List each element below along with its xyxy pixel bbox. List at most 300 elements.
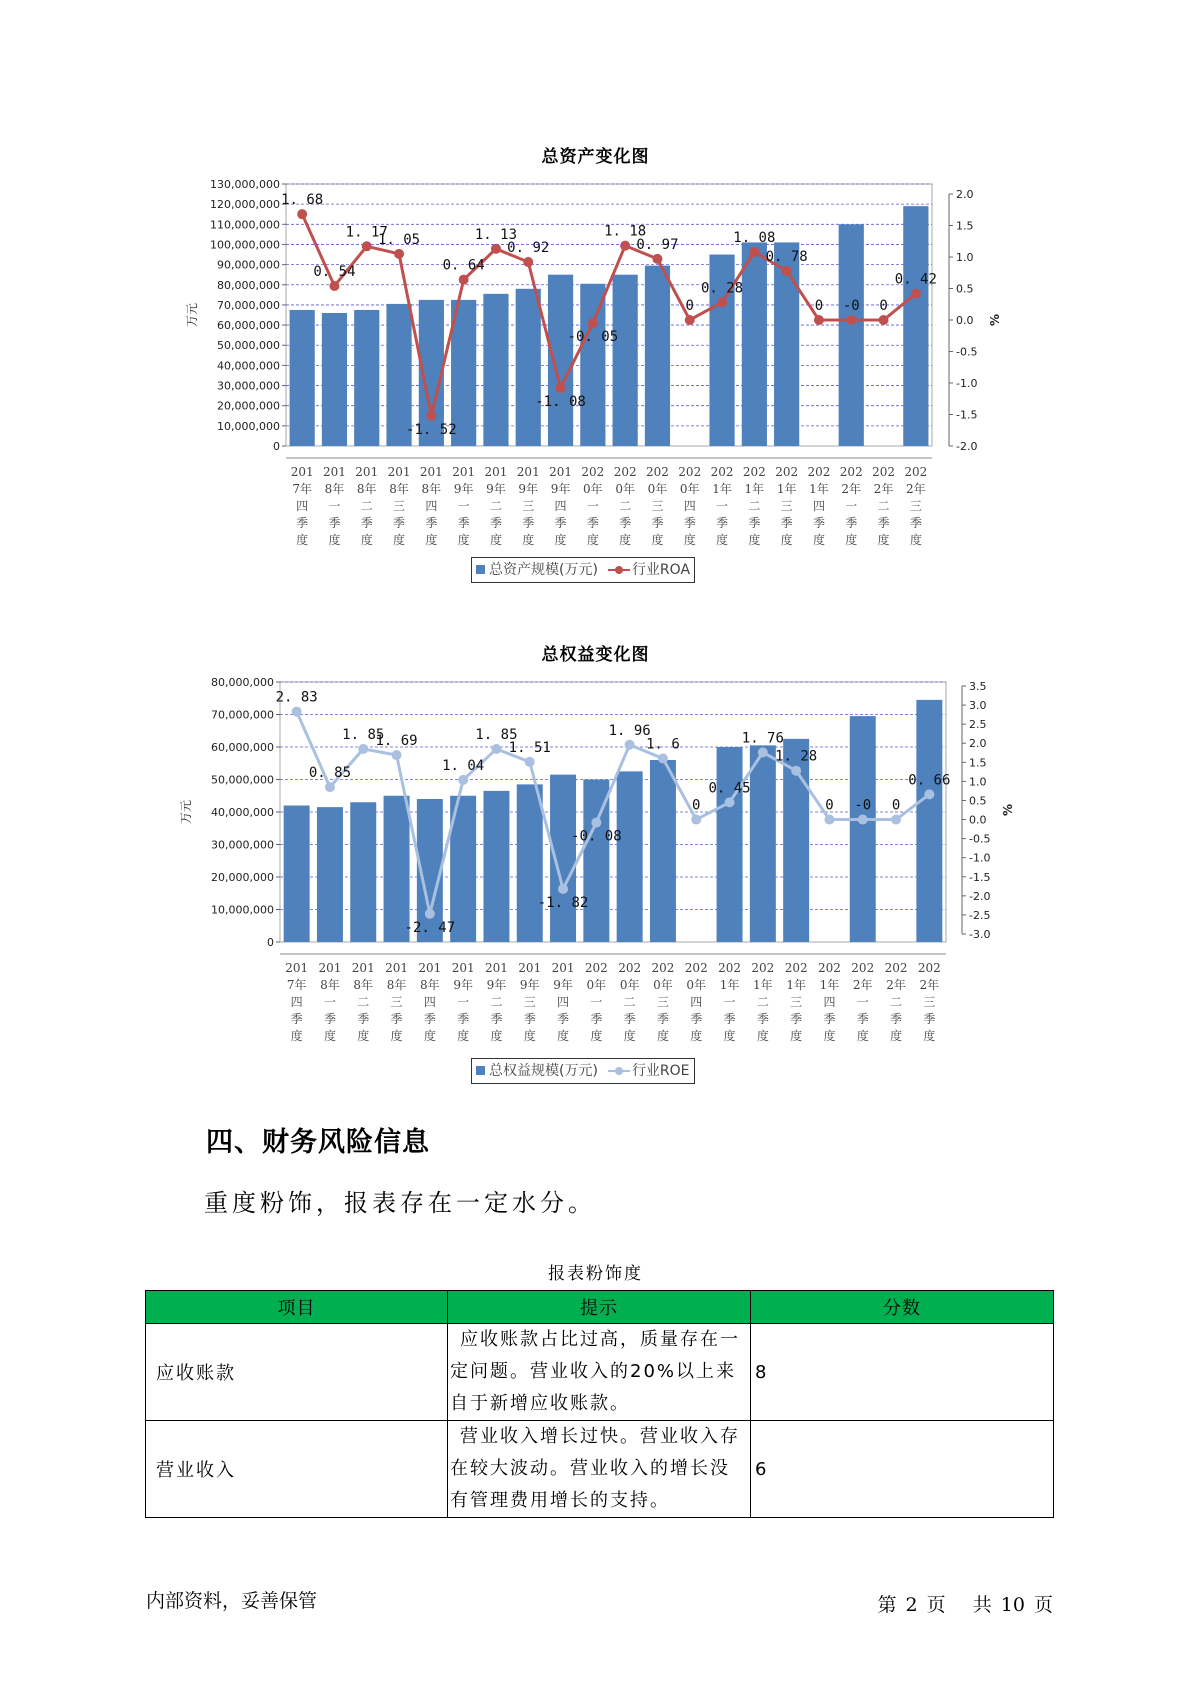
x-tick-label: 8年 — [353, 978, 374, 992]
x-tick-label: 1年 — [744, 482, 765, 496]
bar — [717, 747, 743, 942]
x-tick-label: 度 — [328, 533, 341, 547]
equity-legend-bar-label: 总权益规模(万元) — [489, 1063, 598, 1079]
x-tick-label: 季 — [909, 516, 922, 530]
line-data-label: 0 — [685, 298, 694, 314]
line-data-label: 1. 85 — [475, 726, 518, 743]
x-tick-label: 度 — [457, 1029, 470, 1043]
x-tick-label: 度 — [557, 1029, 570, 1043]
x-tick-label: 季 — [823, 1012, 836, 1026]
line-point — [749, 247, 759, 257]
y-tick-label: 20,000,000 — [211, 871, 274, 884]
x-tick-label: 201 — [549, 465, 573, 479]
x-tick-label: 度 — [296, 533, 309, 547]
line-point — [491, 744, 501, 754]
line-data-label: 0. 78 — [765, 248, 808, 265]
x-tick-label: 季 — [877, 516, 890, 530]
x-tick-label: 度 — [393, 533, 406, 547]
y2-tick-label: 2.0 — [956, 188, 974, 201]
x-tick-label: 一 — [457, 995, 470, 1009]
x-tick-label: 202 — [645, 465, 669, 479]
y-tick-label: 50,000,000 — [217, 339, 280, 353]
x-tick-label: 202 — [784, 961, 808, 975]
x-tick-label: 202 — [851, 961, 875, 975]
x-tick-label: 0年 — [653, 978, 673, 992]
line-point — [392, 750, 402, 760]
x-tick-label: 季 — [651, 516, 664, 530]
bar — [290, 310, 315, 446]
x-tick-label: 四 — [554, 499, 567, 513]
x-tick-label: 二 — [623, 995, 636, 1009]
y2-tick-label: -1.0 — [956, 377, 978, 390]
x-tick-label: 202 — [884, 961, 908, 975]
x-tick-label: 202 — [618, 961, 642, 975]
line-data-label: 1. 17 — [345, 224, 388, 241]
x-tick-label: 201 — [419, 465, 443, 479]
x-tick-label: 9年 — [486, 482, 506, 496]
line-data-label: 1. 69 — [375, 733, 418, 750]
line-point — [523, 257, 533, 267]
x-tick-label: 二 — [890, 995, 903, 1009]
x-tick-label: 度 — [656, 1029, 669, 1043]
x-tick-label: 四 — [290, 995, 303, 1009]
x-tick-label: 季 — [586, 516, 599, 530]
row-hint: 应收账款占比过高，质量存在一定问题。营业收入的20%以上来自于新增应收账款。 — [448, 1324, 751, 1421]
y-tick-label: 50,000,000 — [211, 773, 274, 787]
x-tick-label: 度 — [457, 533, 470, 547]
row-item: 营业收入 — [146, 1421, 448, 1518]
x-tick-label: 季 — [756, 1012, 769, 1026]
x-tick-label: 201 — [451, 961, 475, 975]
x-tick-label: 0年 — [679, 482, 700, 496]
x-tick-label: 三 — [656, 995, 669, 1009]
x-tick-label: 一 — [323, 995, 336, 1009]
x-tick-label: 1年 — [719, 978, 740, 992]
line-point — [362, 241, 372, 251]
x-tick-label: 四 — [425, 499, 438, 513]
x-tick-label: 季 — [690, 1012, 703, 1026]
line-data-label: 0 — [879, 298, 888, 314]
y-tick-label: 60,000,000 — [211, 741, 274, 754]
x-tick-label: 三 — [393, 499, 406, 513]
x-tick-label: 8年 — [386, 978, 407, 992]
x-tick-label: 度 — [554, 533, 567, 547]
bar-legend-swatch — [476, 1066, 485, 1075]
x-tick-label: 一 — [716, 499, 729, 513]
x-tick-label: 8年 — [356, 482, 377, 496]
x-tick-label: 202 — [751, 961, 775, 975]
x-tick-label: 度 — [877, 533, 890, 547]
x-tick-label: 0年 — [615, 482, 635, 496]
x-tick-label: 2年 — [919, 978, 940, 992]
x-tick-label: 202 — [917, 961, 941, 975]
line-data-label: -1. 52 — [406, 421, 457, 438]
x-tick-label: 一 — [586, 499, 599, 513]
x-tick-label: 9年 — [553, 978, 573, 992]
line-point — [782, 266, 792, 276]
x-tick-label: 201 — [518, 961, 542, 975]
x-tick-label: 度 — [651, 533, 664, 547]
x-tick-label: 201 — [322, 465, 346, 479]
x-tick-label: 度 — [586, 533, 599, 547]
line-point — [426, 411, 436, 421]
line-data-label: 0. 42 — [894, 271, 937, 288]
x-tick-label: 1年 — [712, 482, 732, 496]
x-tick-label: 8年 — [421, 482, 442, 496]
x-tick-label: 季 — [323, 1012, 336, 1026]
x-tick-label: 三 — [790, 995, 803, 1009]
y2-axis-title: % — [1001, 803, 1015, 817]
x-tick-label: 202 — [584, 961, 608, 975]
x-tick-label: 7年 — [286, 978, 307, 992]
x-tick-label: 度 — [360, 533, 373, 547]
equity-chart — [0, 668, 1191, 1108]
x-tick-label: 8年 — [420, 978, 440, 992]
bar — [645, 266, 670, 446]
x-tick-label: 四 — [690, 995, 703, 1009]
x-tick-label: 季 — [489, 516, 502, 530]
x-tick-label: 202 — [718, 961, 742, 975]
line-data-label: -0. 05 — [567, 329, 619, 346]
table-row — [146, 1421, 1054, 1518]
table-caption: 报表粉饰度 — [548, 1264, 643, 1284]
y2-tick-label: -2.5 — [969, 908, 991, 922]
line-point — [558, 884, 568, 894]
line-data-label: 0 — [814, 298, 824, 314]
line-point — [758, 747, 768, 757]
x-tick-label: 度 — [923, 1029, 936, 1043]
line-point — [846, 315, 856, 325]
bar — [742, 242, 767, 446]
x-tick-label: 季 — [890, 1012, 903, 1026]
line-point — [491, 244, 501, 254]
x-tick-label: 度 — [522, 533, 535, 547]
x-tick-label: 度 — [290, 1029, 303, 1043]
line-data-label: 0. 92 — [507, 240, 550, 257]
line-data-label: 1. 51 — [508, 739, 551, 756]
bar — [322, 313, 347, 446]
bar — [916, 700, 942, 942]
line-data-label: 1. 05 — [377, 231, 421, 248]
line-point — [588, 318, 598, 328]
x-tick-label: 度 — [619, 533, 632, 547]
table-header-row — [146, 1291, 1054, 1324]
x-tick-label: 202 — [613, 465, 637, 479]
y-axis-title: 万元 — [185, 302, 199, 328]
x-tick-label: 9年 — [453, 482, 474, 496]
x-tick-label: 三 — [909, 499, 922, 513]
y-tick-label: 30,000,000 — [211, 838, 274, 852]
x-tick-label: 一 — [723, 995, 736, 1009]
line-data-label: 0. 45 — [708, 780, 751, 797]
x-tick-label: 二 — [619, 499, 632, 513]
x-tick-label: 季 — [590, 1012, 603, 1026]
y2-tick-label: -2.0 — [956, 440, 978, 453]
x-tick-label: 8年 — [324, 482, 345, 496]
x-tick-label: 季 — [856, 1012, 869, 1026]
y2-tick-label: -1.5 — [969, 870, 991, 884]
y-tick-label: 0 — [267, 936, 274, 949]
y2-tick-label: 1.5 — [956, 219, 974, 233]
y2-tick-label: 0.5 — [956, 282, 974, 296]
x-tick-label: 度 — [390, 1029, 403, 1043]
x-tick-label: 三 — [780, 499, 793, 513]
y-tick-label: 40,000,000 — [217, 359, 280, 373]
x-tick-label: 季 — [328, 516, 341, 530]
y2-tick-label: 3.0 — [969, 699, 987, 713]
line-data-label: -1. 82 — [537, 894, 589, 911]
line-point — [325, 782, 335, 792]
x-tick-label: 202 — [678, 465, 702, 479]
x-tick-label: 季 — [656, 1012, 669, 1026]
line-data-label: 1. 28 — [775, 748, 818, 765]
line-data-label: 1. 18 — [604, 223, 647, 240]
line-point — [458, 775, 468, 785]
x-tick-label: 201 — [387, 465, 411, 479]
x-tick-label: 三 — [523, 995, 536, 1009]
x-tick-label: 季 — [812, 516, 825, 530]
x-tick-label: 三 — [651, 499, 664, 513]
line-point — [685, 315, 695, 325]
y2-tick-label: -0.5 — [956, 345, 978, 359]
x-tick-label: 二 — [877, 499, 890, 513]
x-tick-label: 0年 — [583, 482, 603, 496]
bar — [650, 760, 676, 942]
bar — [850, 716, 876, 942]
x-tick-label: 201 — [318, 961, 342, 975]
line-point — [394, 249, 404, 259]
x-tick-label: 0年 — [686, 978, 707, 992]
x-tick-label: 7年 — [292, 482, 312, 496]
x-tick-label: 三 — [923, 995, 936, 1009]
bar — [617, 771, 643, 942]
line-data-label: 1. 13 — [474, 226, 518, 243]
bar — [350, 802, 376, 942]
y-tick-label: 80,000,000 — [217, 278, 280, 292]
y-tick-label: 110,000,000 — [210, 218, 280, 232]
line-point — [620, 241, 630, 251]
x-tick-label: 201 — [452, 465, 476, 479]
line-point — [691, 815, 701, 825]
y-tick-label: 30,000,000 — [217, 379, 280, 393]
x-tick-label: 202 — [872, 465, 896, 479]
y-tick-label: 20,000,000 — [217, 399, 280, 413]
x-tick-label: 201 — [351, 961, 375, 975]
y2-tick-label: -1.5 — [956, 408, 978, 422]
line-data-label: -2. 47 — [404, 919, 456, 936]
x-tick-label: 2年 — [873, 482, 894, 496]
x-tick-label: 201 — [516, 465, 540, 479]
x-tick-label: 二 — [490, 995, 503, 1009]
x-tick-label: 度 — [845, 533, 858, 547]
x-tick-label: 三 — [390, 995, 403, 1009]
x-tick-label: 0年 — [647, 482, 668, 496]
line-point — [725, 797, 735, 807]
equity-chart-legend — [471, 1058, 695, 1084]
x-tick-label: 四 — [423, 995, 436, 1009]
x-tick-label: 9年 — [453, 978, 473, 992]
x-tick-label: 1年 — [753, 978, 773, 992]
line-point — [556, 383, 566, 393]
x-tick-label: 四 — [296, 499, 309, 513]
line-point — [329, 281, 339, 291]
x-tick-label: 202 — [775, 465, 799, 479]
line-point — [358, 744, 368, 754]
x-tick-label: 度 — [823, 1029, 836, 1043]
line-data-label: 0. 64 — [442, 257, 485, 274]
line-data-label: 2. 83 — [275, 689, 318, 706]
line-data-label: 1. 08 — [733, 229, 776, 246]
y2-tick-label: 1.5 — [969, 756, 987, 770]
x-tick-label: 0年 — [586, 978, 607, 992]
y-tick-label: 100,000,000 — [210, 238, 280, 252]
x-tick-label: 202 — [817, 961, 841, 975]
x-tick-label: 201 — [484, 465, 508, 479]
y-tick-label: 90,000,000 — [217, 258, 280, 272]
x-tick-label: 2年 — [886, 978, 906, 992]
line-data-label: 1. 96 — [608, 722, 651, 739]
x-tick-label: 四 — [812, 499, 825, 513]
x-tick-label: 季 — [296, 516, 309, 530]
y2-axis-title: % — [988, 313, 1002, 327]
y2-tick-label: 0.5 — [969, 794, 987, 808]
x-tick-label: 一 — [590, 995, 603, 1009]
risk-table — [145, 1290, 1054, 1518]
x-tick-label: 度 — [812, 533, 825, 547]
bar — [516, 289, 541, 446]
y-tick-label: 70,000,000 — [217, 298, 280, 312]
x-tick-label: 三 — [522, 499, 535, 513]
x-tick-label: 8年 — [389, 482, 409, 496]
x-tick-label: 季 — [290, 1012, 303, 1026]
assets-chart — [0, 170, 1191, 610]
table-row — [146, 1324, 1054, 1421]
header-item: 项目 — [146, 1291, 448, 1324]
y-axis-title: 万元 — [179, 799, 193, 825]
x-tick-label: 0年 — [619, 978, 640, 992]
line-data-label: 1. 6 — [646, 736, 680, 753]
x-tick-label: 季 — [393, 516, 406, 530]
x-tick-label: 度 — [790, 1029, 803, 1043]
line-data-label: 0 — [825, 797, 834, 814]
x-tick-label: 度 — [357, 1029, 370, 1043]
x-tick-label: 2年 — [852, 978, 873, 992]
x-tick-label: 1年 — [776, 482, 797, 496]
y-tick-label: 40,000,000 — [211, 806, 274, 819]
bar — [839, 224, 864, 446]
x-tick-label: 季 — [360, 516, 373, 530]
x-tick-label: 1年 — [819, 978, 840, 992]
x-tick-label: 度 — [748, 533, 761, 547]
x-tick-label: 202 — [684, 961, 708, 975]
x-tick-label: 季 — [423, 1012, 436, 1026]
line-point — [891, 815, 901, 825]
line-point — [297, 209, 307, 219]
x-tick-label: 1年 — [786, 978, 806, 992]
header-score: 分数 — [751, 1291, 1054, 1324]
line-point — [525, 757, 535, 767]
x-tick-label: 季 — [425, 516, 438, 530]
footer-page-number: 第 2 页 共 10 页 — [877, 1594, 1053, 1616]
line-legend-swatch — [608, 1066, 630, 1075]
line-point — [911, 289, 921, 299]
x-tick-label: 季 — [623, 1012, 636, 1026]
x-tick-label: 8年 — [320, 978, 340, 992]
x-tick-label: 季 — [457, 516, 470, 530]
y-tick-label: 60,000,000 — [217, 319, 280, 333]
x-tick-label: 度 — [780, 533, 793, 547]
equity-chart-title: 总权益变化图 — [541, 645, 650, 665]
x-tick-label: 度 — [716, 533, 729, 547]
line-data-label: 0. 85 — [308, 765, 352, 782]
section-heading: 四、财务风险信息 — [206, 1127, 430, 1158]
assets-legend-bar-label: 总资产规模(万元) — [489, 562, 598, 578]
x-tick-label: 四 — [557, 995, 570, 1009]
y2-tick-label: 2.5 — [969, 718, 987, 732]
x-tick-label: 度 — [890, 1029, 903, 1043]
bar — [613, 275, 638, 446]
line-point — [459, 275, 469, 285]
y-tick-label: 10,000,000 — [211, 903, 274, 917]
x-tick-label: 202 — [710, 465, 734, 479]
x-tick-label: 季 — [845, 516, 858, 530]
x-tick-label: 二 — [360, 499, 373, 513]
line-point — [652, 254, 662, 264]
line-data-label: 0 — [891, 797, 901, 814]
x-tick-label: 二 — [357, 995, 370, 1009]
y-tick-label: 10,000,000 — [217, 419, 280, 433]
x-tick-label: 一 — [457, 499, 470, 513]
bar — [354, 310, 379, 446]
x-tick-label: 2年 — [841, 482, 862, 496]
x-tick-label: 二 — [748, 499, 761, 513]
x-tick-label: 二 — [489, 499, 502, 513]
x-tick-label: 一 — [328, 499, 341, 513]
line-data-label: 0. 66 — [908, 772, 951, 789]
y-tick-label: 120,000,000 — [210, 198, 280, 212]
bar — [580, 284, 605, 446]
bar — [750, 745, 776, 942]
line-point — [924, 789, 934, 799]
section-body: 重度粉饰，报表存在一定水分。 — [204, 1189, 596, 1217]
x-tick-label: 度 — [323, 1029, 336, 1043]
x-tick-label: 季 — [683, 516, 696, 530]
y-tick-label: 80,000,000 — [211, 676, 274, 689]
line-data-label: 1. 85 — [342, 726, 385, 743]
x-tick-label: 一 — [845, 499, 858, 513]
x-tick-label: 202 — [839, 465, 863, 479]
x-tick-label: 201 — [418, 961, 442, 975]
y2-tick-label: 0.0 — [969, 813, 987, 827]
x-tick-label: 9年 — [518, 482, 539, 496]
x-tick-label: 度 — [723, 1029, 736, 1043]
y2-tick-label: -1.0 — [969, 851, 991, 865]
x-tick-label: 201 — [285, 961, 309, 975]
x-tick-label: 季 — [716, 516, 729, 530]
bar — [483, 791, 509, 942]
x-tick-label: 度 — [623, 1029, 636, 1043]
x-tick-label: 季 — [748, 516, 761, 530]
x-tick-label: 季 — [923, 1012, 936, 1026]
line-data-label: 1. 68 — [281, 192, 324, 209]
line-data-label: -0 — [842, 298, 860, 314]
assets-chart-legend — [471, 557, 695, 583]
bar — [903, 206, 928, 446]
x-tick-label: 201 — [385, 961, 409, 975]
x-tick-label: 度 — [490, 1029, 503, 1043]
x-tick-label: 度 — [683, 533, 696, 547]
x-tick-label: 季 — [357, 1012, 370, 1026]
